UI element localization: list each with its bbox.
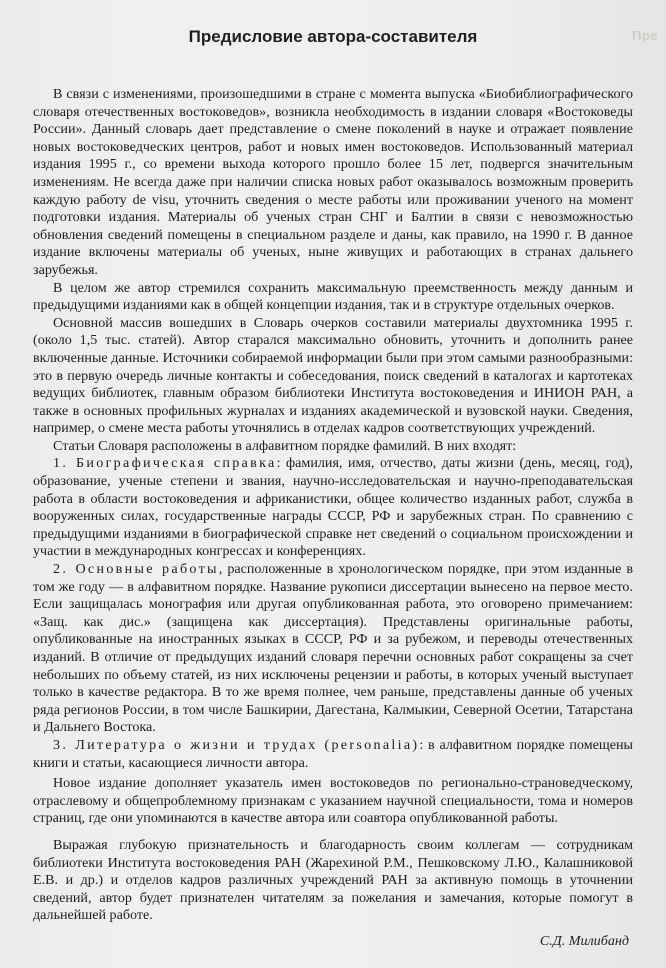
paragraph-continuity: В целом же автор стремился сохранить максимальную преемственность между данным и предыдущими изданиями как в общей концепции издания, так и в структуре отдельных очерков.	[33, 279, 633, 314]
paragraph-sources: Основной массив вошедших в Словарь очерков составили материалы двухтомника 1995 г. (около 1,5 тыс. статей). Автор старался максимально обновить, уточнить и дополнить ранее включенные данные. Источники собираемой информации были при этом самыми разнообразными: это в первую очередь личные контакты и собеседования, поиск сведений в каталогах и картотеках ведущих библиотек, главным образом библиотеки Института востоковедения и ИНИОН РАН, а также в основных профильных журналах и изданиях академической и вузовской науки. Сведения, например, о смене места работы уточнялись в отделах кадров соответствующих учреждений.	[33, 314, 633, 437]
bleed-through-title: Пре	[631, 28, 658, 43]
preface-body	[33, 86, 633, 951]
paragraph-structure: Статьи Словаря расположены в алфавитном порядке фамилий. В них входят:	[53, 437, 517, 454]
list-item-text: : в алфавитном порядке помещены книги и статьи, касающиеся личности автора.	[33, 736, 633, 771]
paragraph-acknowledgements: Выражая глубокую признательность и благодарность своим коллегам — сотрудникам библиотеки Института востоковедения РАН (Жарехиной Р.М., Пешковскому Л.Ю., Калашниковой Е.В. и др.) и отделов кадров различных учреждений РАН за активную помощь в уточнении сведений, автор будет признателен читателям за пожелания и замечания, которые помогут в дальнейшей работе.	[33, 836, 633, 924]
list-item-heading: 2. Основные работы	[53, 561, 219, 578]
list-item-text: : фамилия, имя, отчество, даты жизни (день, месяц, год), образование, ученые степени и звания, научно-исследовательская и научно-преподавательская работа в области востоковедения и африканистики, общее количество изданных работ, служба в вооруженных силах, государственные награды СССР, РФ и зарубежных стран. По сравнению с предыдущими изданиями в биографической справке нет сведений о социальном происхождении и участии в международных конгрессах и конференциях.	[33, 455, 633, 560]
list-item-text: , расположенные в хронологическом порядке, при этом изданные в том же году — в алфавитном порядке. Название рукописи диссертации вынесено на первое место. Если защищалась монография или другая опубликованная работа, это оговорено примечанием: «Защ. как дис.» (защищена как диссертация). Представлены оригинальные работы, опубликованные на иностранных языках в СССР, РФ и за рубежом, и переводы отечественных изданий. В отличие от предыдущих изданий словаря перечни основных работ сокращены за счет небольших по объему статей, из них исключены рецензии и работы, в которых ученый выступает только в качестве редактора. В то же время полнее, чем раньше, представлены данные об ученых ряда регионов России, в том числе Башкирии, Дагестана, Калмыкии, Северной Осетии, Татарстана и Дальнего Востока.	[33, 561, 633, 736]
paragraph-index: Новое издание дополняет указатель имен востоковедов по регионально-страноведческому, отраслевому и общепроблемному признакам с указанием научной специальности, тома и номеров страниц, где они упоминаются в качестве автора или соавтора опубликованной работы.	[33, 775, 633, 827]
list-item-works	[33, 561, 633, 737]
page-title: Предисловие автора-составителя	[188, 27, 478, 46]
paragraph-intro: В связи с изменениями, произошедшими в стране с момента выпуска «Биобиблиографического словаря отечественных востоковедов», возникла необходимость в издании словаря «Востоковеды России». Данный словарь дает представление о смене поколений в науке и отражает появление новых востоковедческих центров, работ и новых имен востоковедов. Использованный материал издания 1995 г., со времени выхода которого прошло более 15 лет, подвергся значительным изменениям. Не всегда даже при наличии списка новых работ оказывалось возможным проверить каждую работу de visu, уточнить сведения о месте работы или проживании ученого на момент подготовки издания. Материалы об ученых стран СНГ и Балтии в связи с невозможностью обновления сведений помещены в специальном разделе и даны, как правило, на 1990 г. В данное издание включены материалы об ученых, ныне живущих и работающих в странах дальнего зарубежья.	[33, 86, 633, 278]
list-item-literature	[33, 737, 633, 772]
list-item-heading: 1. Биографическая справка	[53, 455, 277, 472]
list-item-heading: 3. Литература о жизни и трудах (personalia)	[53, 736, 420, 753]
author-signature: С.Д. Милибанд	[539, 932, 629, 949]
list-item-biography	[33, 455, 633, 561]
